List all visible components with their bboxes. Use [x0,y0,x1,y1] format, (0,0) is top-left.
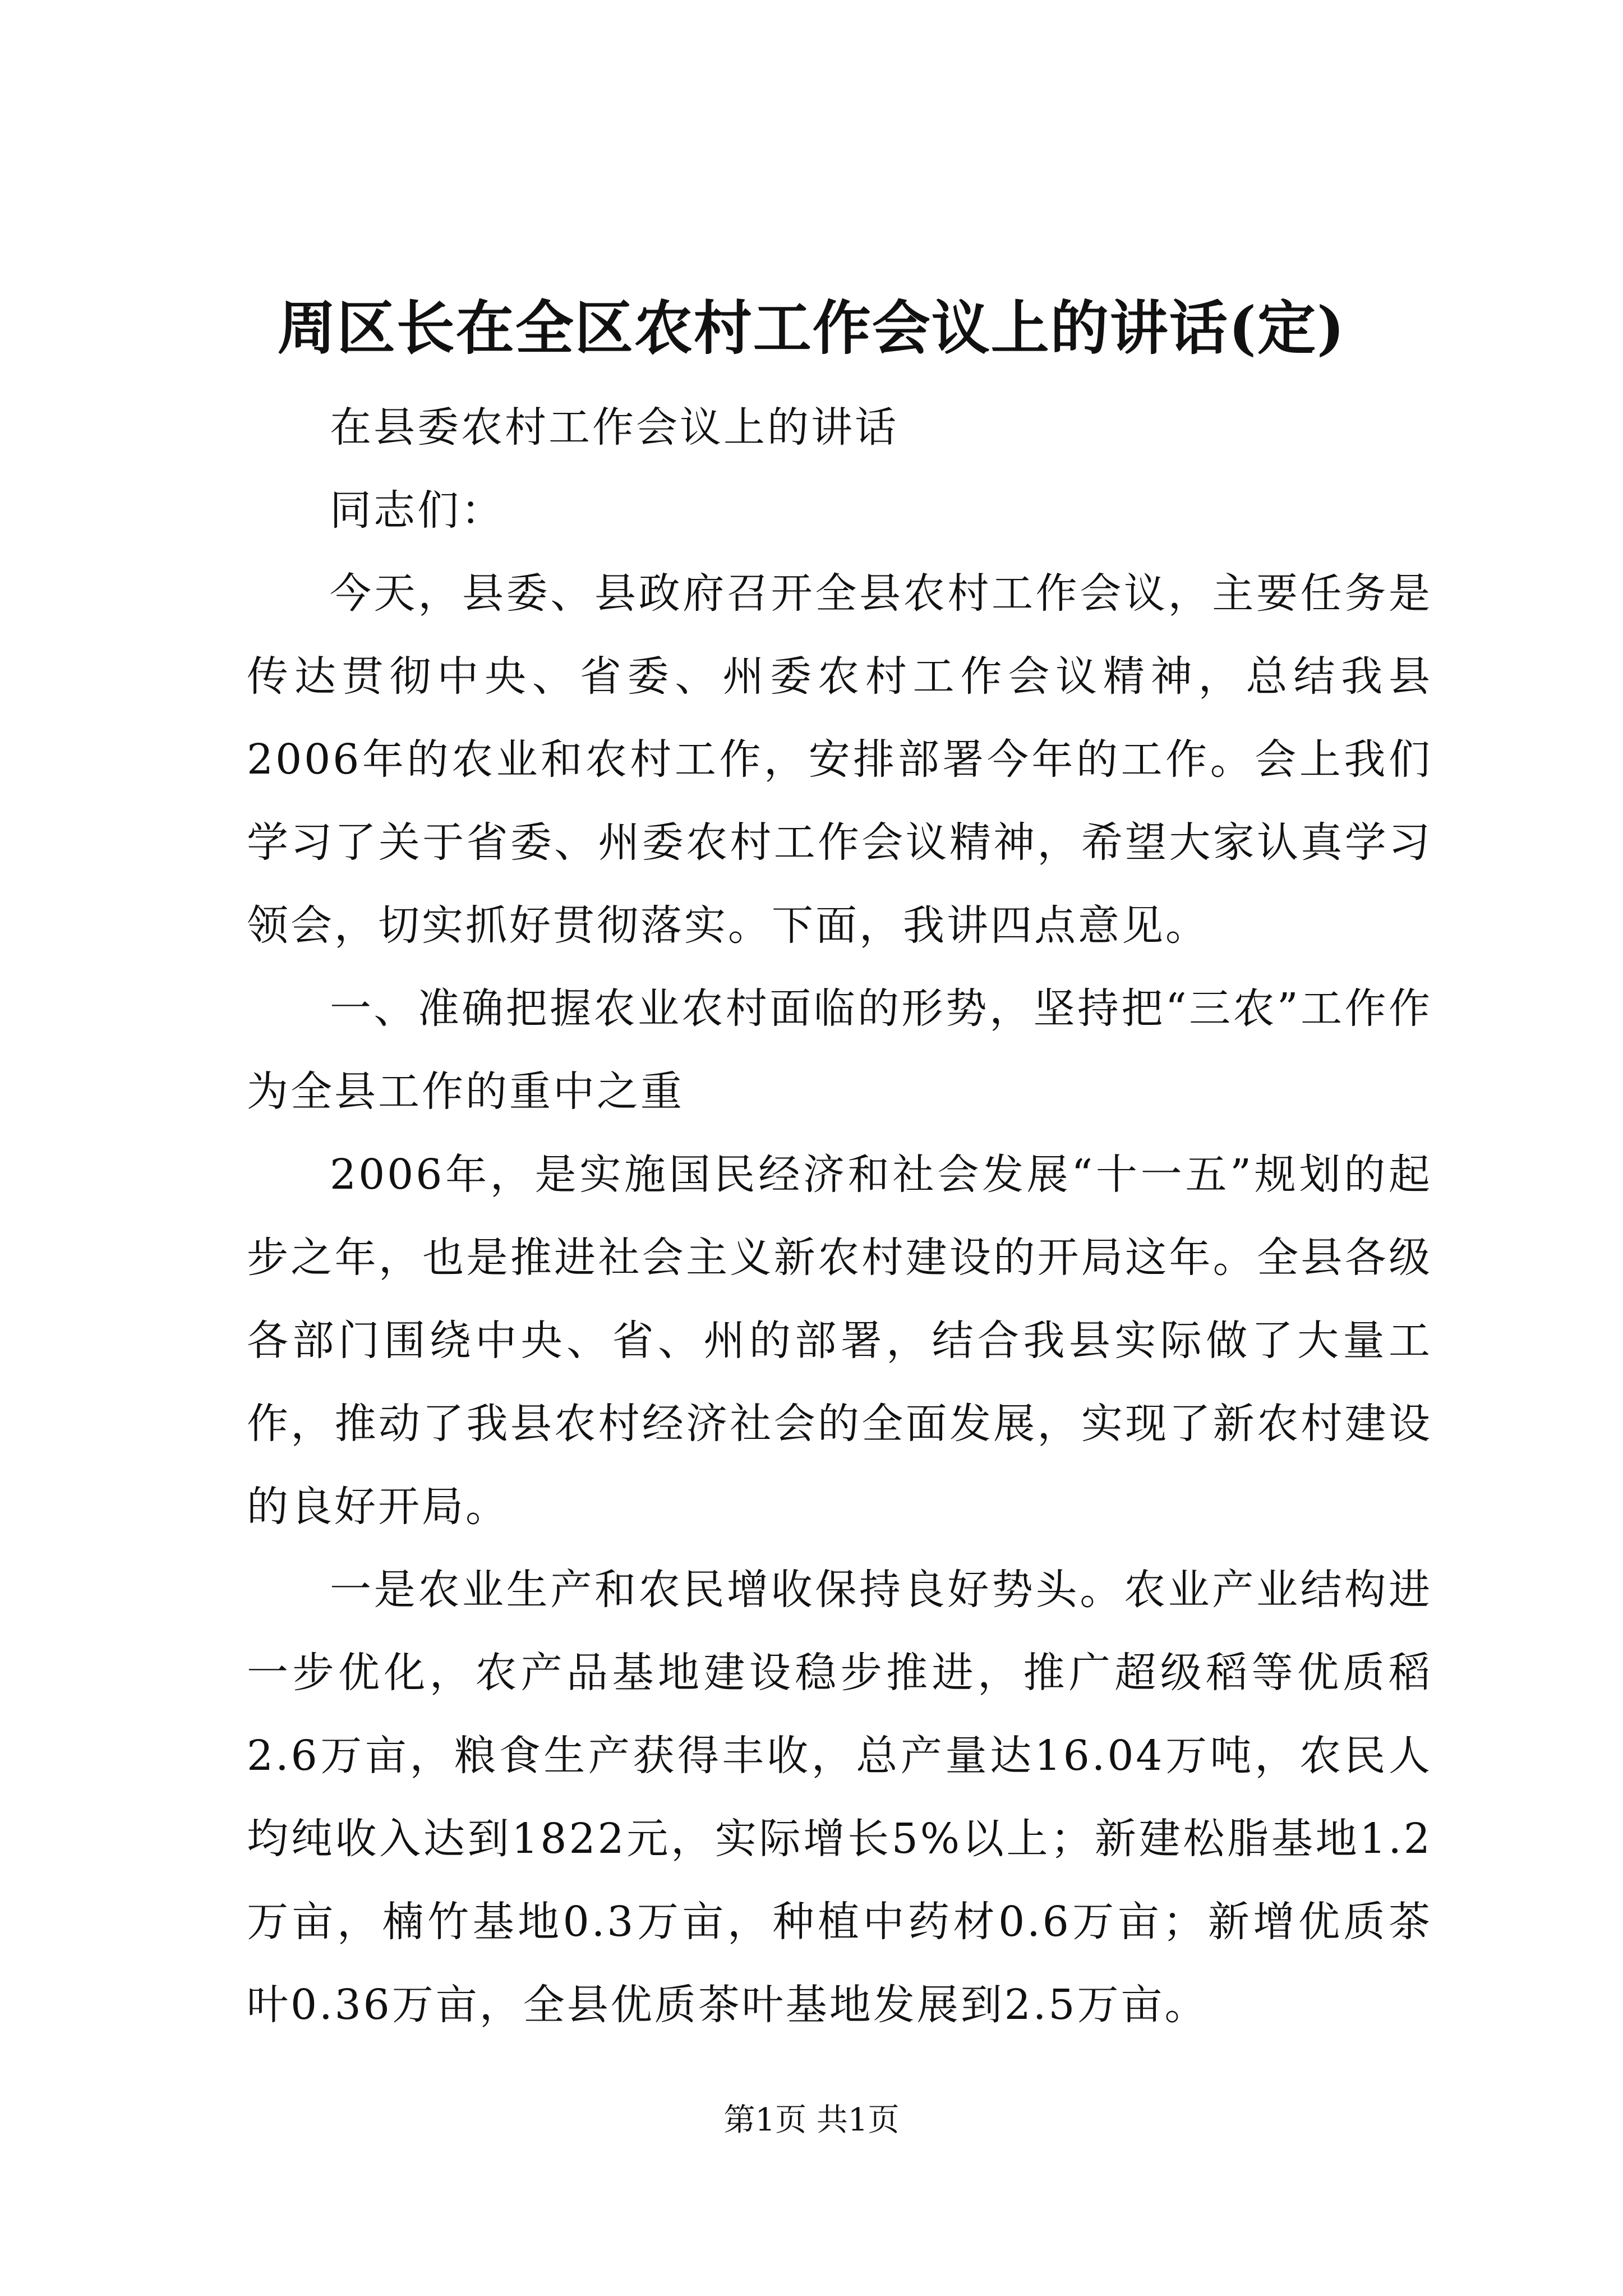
paragraph-intro: 今天，县委、县政府召开全县农村工作会议，主要任务是传达贯彻中央、省委、州委农村工作会议精神，总结我县2006年的农业和农村工作，安排部署今年的工作。会上我们学习了关于省委、州委农村工作会议精神，希望大家认真学习领会，切实抓好贯彻落实。下面，我讲四点意见。 [247,569,1432,950]
paragraph-agriculture: 一是农业生产和农民增收保持良好势头。农业产业结构进一步优化，农产品基地建设稳步推进，推广超级稻等优质稻2.6万亩，粮食生产获得丰收，总产量达16.04万吨，农民人均纯收入达到1822元，实际增长5%以上；新建松脂基地1.2万亩，楠竹基地0.3万亩，种植中药材0.6万亩；新增优质茶叶0.36万亩，全县优质茶叶基地发展到2.5万亩。 [247,1566,1432,2029]
document-body [247,386,1432,2046]
paragraph-section-heading: 一、准确把握农业农村面临的形势，坚持把“三农”工作作为全县工作的重中之重 [247,984,1432,1116]
paragraph-review: 2006年，是实施国民经济和社会发展“十一五”规划的起步之年，也是推进社会主义新农村建设的开局这年。全县各级各部门围绕中央、省、州的部署，结合我县实际做了大量工作，推动了我县农村经济社会的全面发展，实现了新农村建设的良好开局。 [247,1151,1432,1531]
document-title: 周区长在全区农村工作会议上的讲话(定) [277,293,1346,362]
paragraph-salutation: 同志们： [330,486,505,535]
paragraph-subtitle: 在县委农村工作会议上的讲话 [330,403,898,452]
page-number-footer: 第1页 共1页 [723,2102,900,2138]
